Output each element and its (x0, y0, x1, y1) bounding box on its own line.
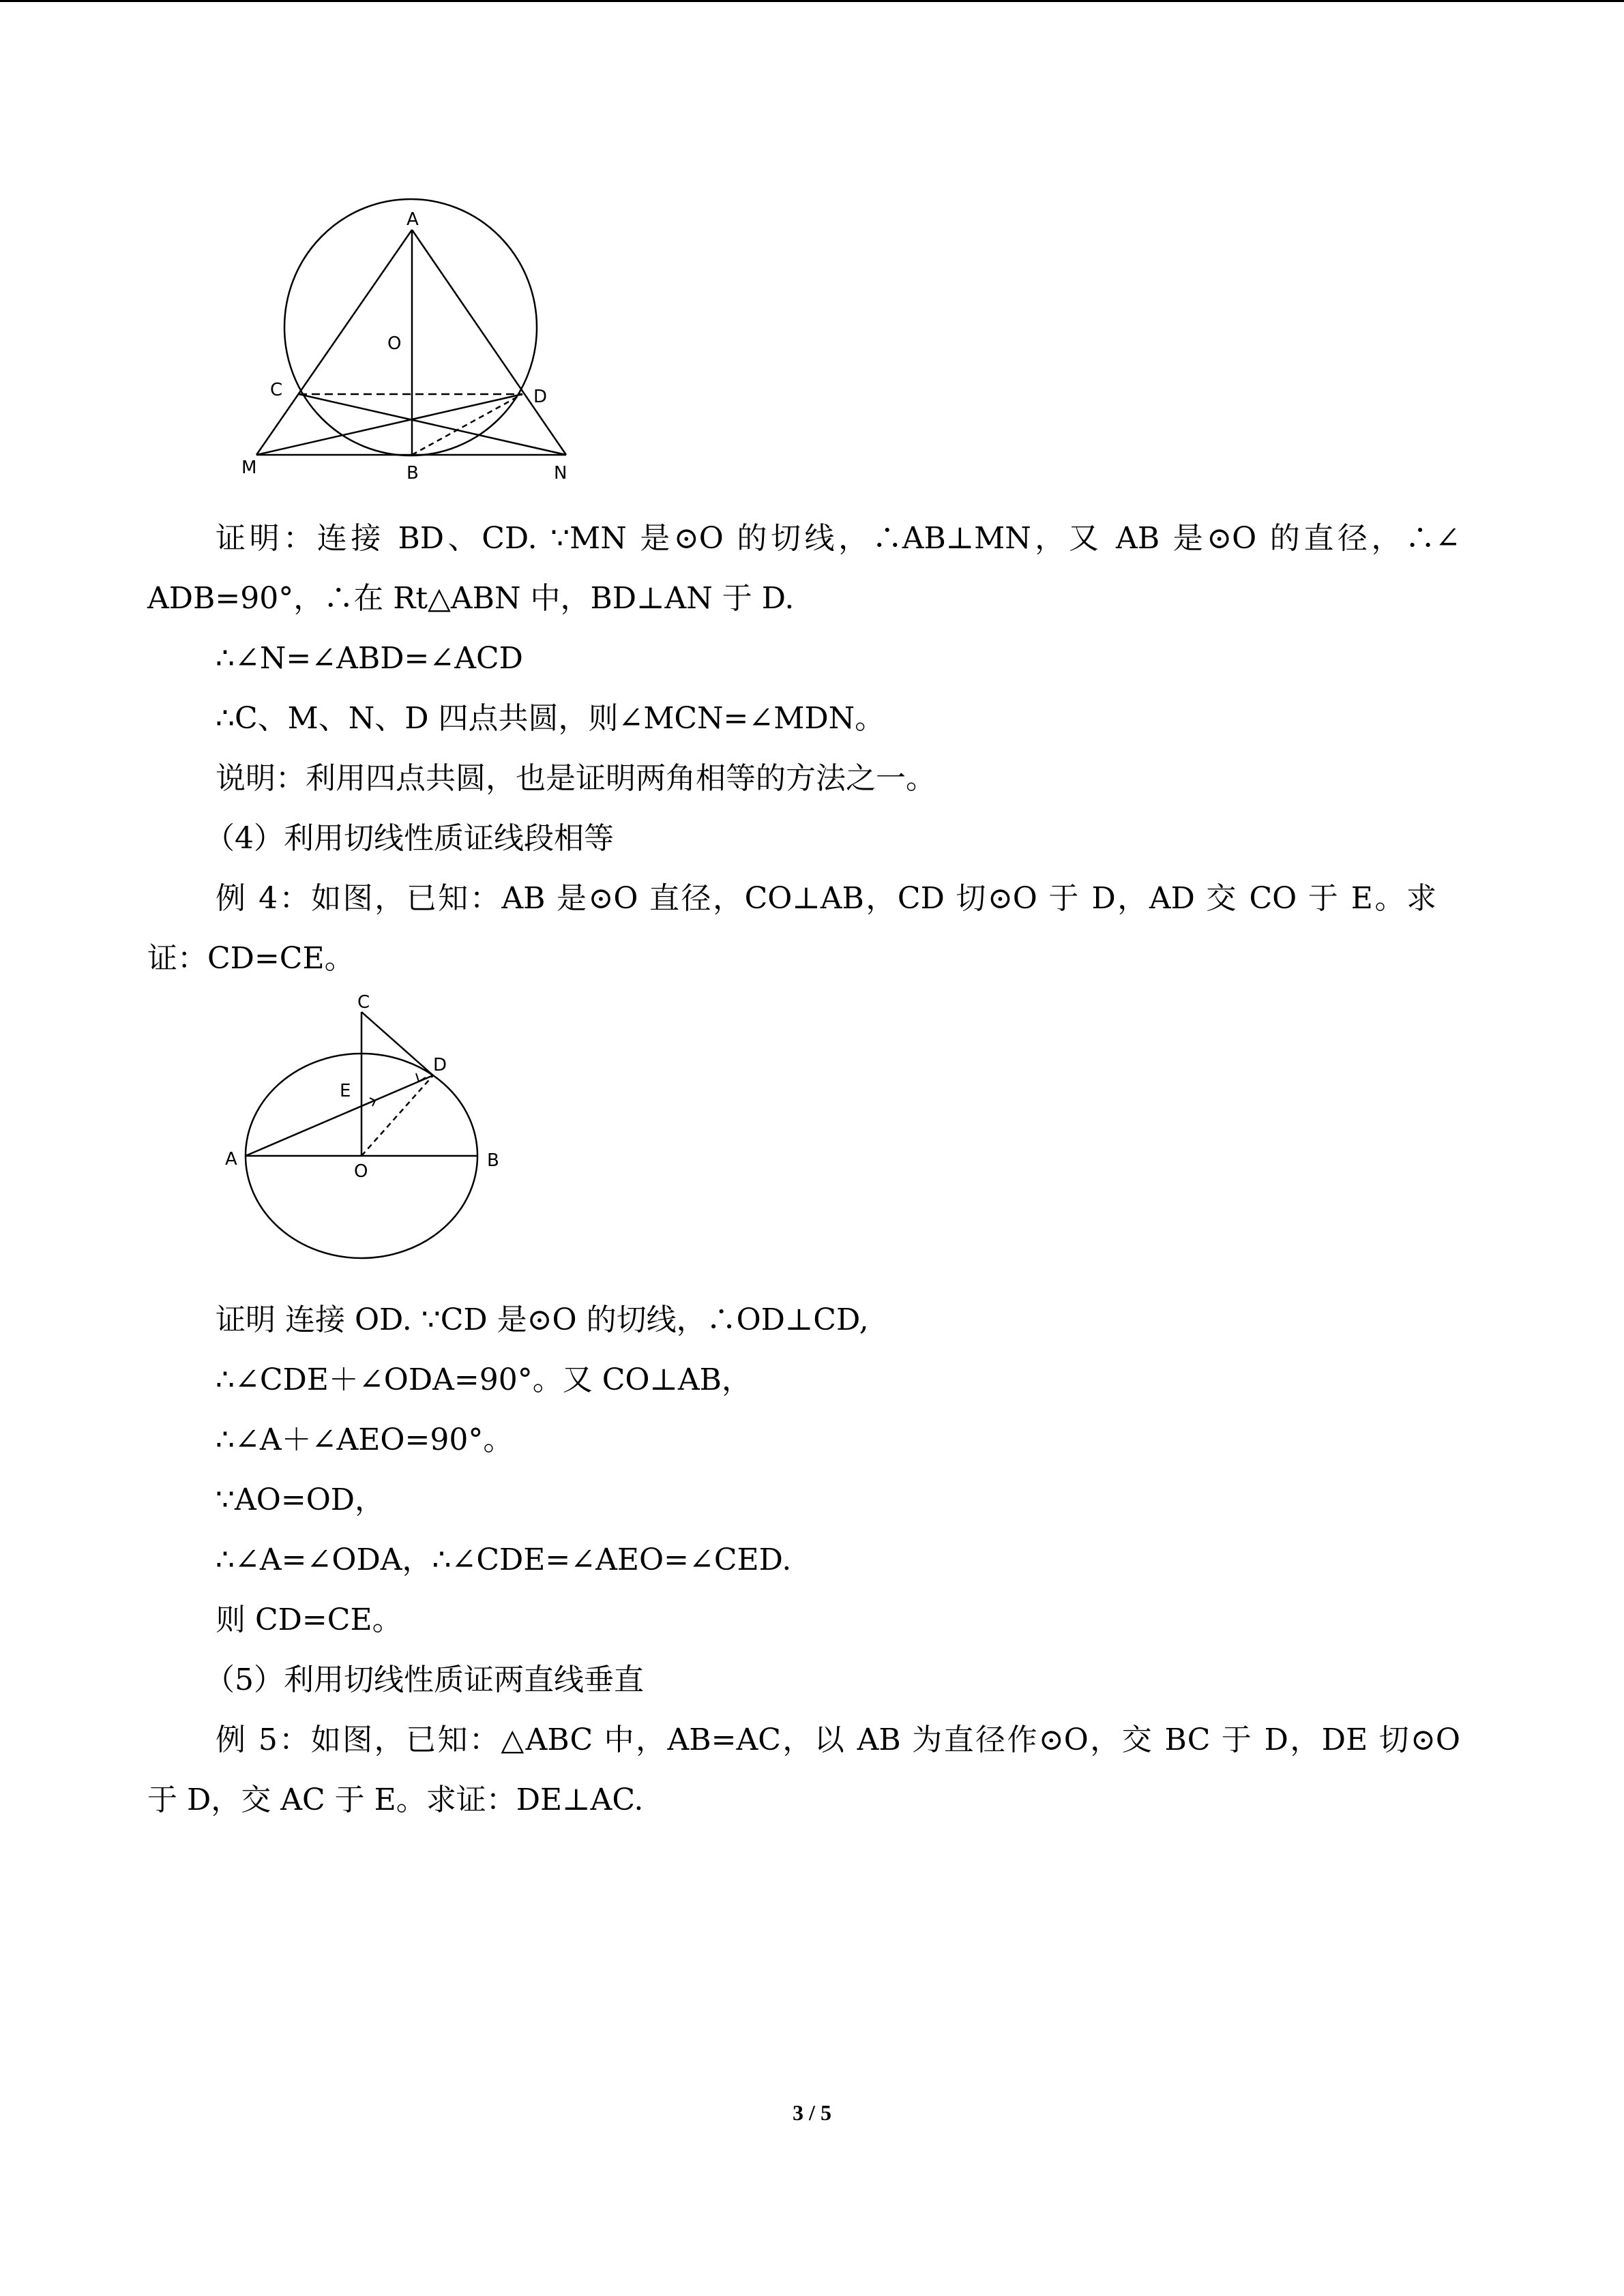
line-od (361, 1075, 433, 1156)
proof2-line1: 证明 连接 OD. ∵CD 是⊙O 的切线，∴OD⊥CD, (216, 1302, 869, 1337)
angle-mark-d (416, 1073, 426, 1082)
label-o: O (387, 333, 402, 354)
proof1-line3: ∴∠N=∠ABD=∠ACD (216, 641, 523, 676)
page-top-border (0, 0, 1624, 2)
proof2-line6: 则 CD=CE。 (216, 1602, 402, 1637)
label-n: N (554, 463, 567, 483)
label-c: C (270, 380, 283, 400)
label-d: D (533, 387, 548, 407)
proof2-line2: ∴∠CDE＋∠ODA=90°。又 CO⊥AB， (216, 1362, 752, 1397)
proof1-line2: ADB=90°，∴在 Rt△ABN 中，BD⊥AN 于 D. (147, 581, 795, 616)
proof1-note: 说明：利用四点共圆，也是证明两角相等的方法之一。 (216, 761, 936, 796)
example4-line2: 证：CD=CE。 (147, 941, 355, 976)
section4-heading: （4）利用切线性质证线段相等 (205, 821, 614, 856)
proof2-line4: ∵AO=OD， (216, 1482, 385, 1517)
proof2-line3: ∴∠A＋∠AEO=90°。 (216, 1422, 514, 1457)
line-cd (361, 1012, 433, 1075)
label-e: E (340, 1081, 351, 1101)
line-cn (299, 394, 566, 455)
label-o: O (354, 1161, 368, 1182)
line-an (412, 230, 566, 455)
proof2-line5: ∴∠A=∠ODA，∴∠CDE=∠AEO=∠CED. (216, 1542, 792, 1577)
label-c: C (357, 992, 370, 1013)
figure-circle-tangent-mn (232, 198, 587, 491)
label-d: D (433, 1055, 447, 1075)
circle-o (284, 199, 537, 456)
example5-line2: 于 D，交 AC 于 E。求证：DE⊥AC. (147, 1783, 644, 1817)
line-bd (412, 394, 522, 455)
example5-line1: 例 5：如图，已知：△ABC 中，AB=AC，以 AB 为直径作⊙O，交 BC 于 D，DE 切⊙O (216, 1723, 1460, 1757)
page-number: 3 / 5 (793, 2100, 831, 2125)
label-a: A (225, 1149, 237, 1169)
example4-line1: 例 4：如图，已知：AB 是⊙O 直径，CO⊥AB，CD 切⊙O 于 D，AD 交 CO 于 E。求 (216, 881, 1436, 916)
line-dm (256, 394, 522, 455)
proof1-line1: 证明：连接 BD、CD. ∵MN 是⊙O 的切线，∴AB⊥MN，又 AB 是⊙O 的直径，∴∠ (216, 521, 1460, 556)
label-b: B (487, 1150, 499, 1171)
label-a: A (407, 209, 419, 230)
label-b: B (407, 463, 419, 483)
proof1-line4: ∴C、M、N、D 四点共圆，则∠MCN=∠MDN。 (216, 701, 885, 736)
label-m: M (241, 458, 257, 478)
figure-circle-tangent-cd (218, 982, 518, 1268)
section5-heading: （5）利用切线性质证两直线垂直 (205, 1663, 644, 1697)
